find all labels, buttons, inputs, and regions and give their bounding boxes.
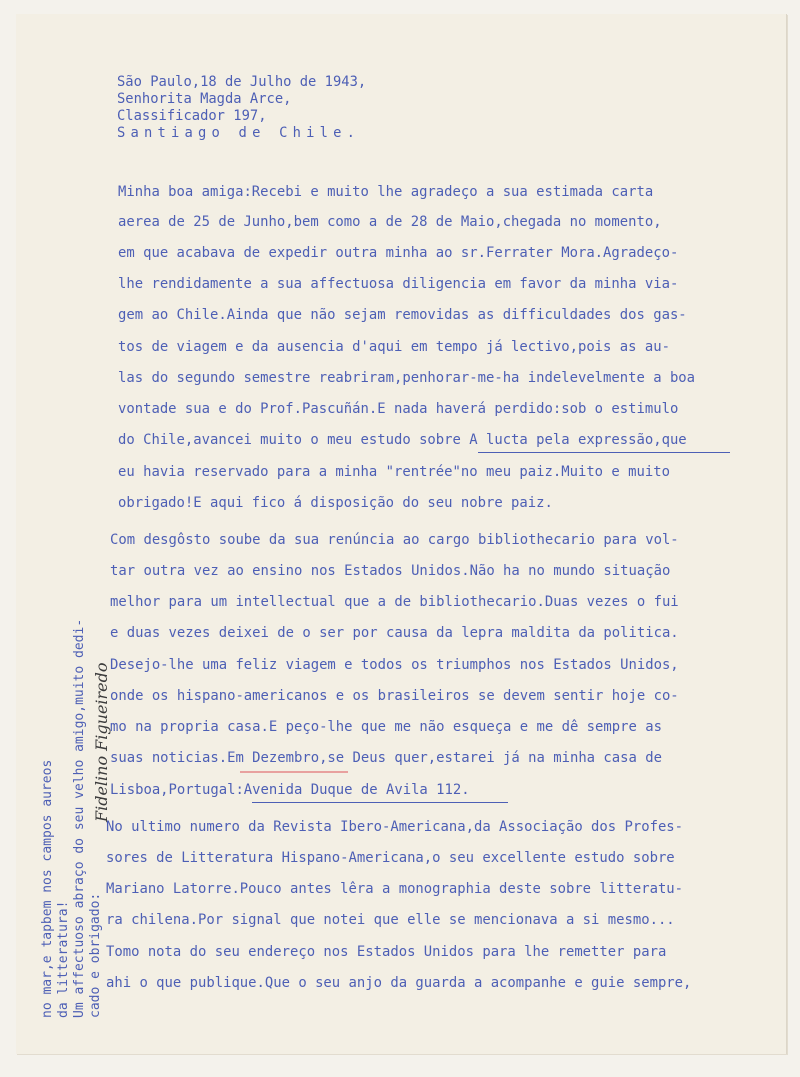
- body-line: sores de Litteratura Hispano-Americana,o seu excellente estudo sobre: [106, 850, 675, 866]
- body-line: mo na propria casa.E peço-lhe que me não esqueça e me dê sempre as: [110, 719, 662, 735]
- body-line: No ultimo numero da Revista Ibero-Americana,da Associação dos Profes-: [106, 819, 684, 835]
- header-date-line: São Paulo,18 de Julho de 1943,: [117, 74, 367, 90]
- red-pencil-underline: [240, 771, 348, 773]
- body-line: vontade sua e do Prof.Pascuñán.E nada haverá perdido:sob o estimulo: [118, 401, 679, 417]
- body-line: Desejo-lhe uma feliz viagem e todos os triumphos nos Estados Unidos,: [110, 657, 679, 673]
- body-line: do Chile,avancei muito o meu estudo sobre A lucta pela expressão,que: [118, 432, 687, 448]
- body-line: melhor para um intellectual que a de bibliothecario.Duas vezes o fui: [110, 594, 679, 610]
- handwritten-signature: Fidelino Figueiredo: [92, 662, 111, 822]
- body-line: em que acabava de expedir outra minha ao sr.Ferrater Mora.Agradeço-: [118, 245, 679, 261]
- margin-note-line: Um affectuoso abraço do seu velho amigo,muito dedi-: [72, 618, 87, 1018]
- body-line: gem ao Chile.Ainda que não sejam removidas as difficuldades dos gas-: [118, 307, 687, 323]
- body-line: onde os hispano-americanos e os brasileiros se devem sentir hoje co-: [110, 688, 679, 704]
- header-recipient-line: Senhorita Magda Arce,: [117, 91, 292, 107]
- body-line: Minha boa amiga:Recebi e muito lhe agradeço a sua estimada carta: [118, 184, 654, 200]
- body-line: aerea de 25 de Junho,bem como a de 28 de Maio,chegada no momento,: [118, 214, 662, 230]
- margin-note-line: cado e obrigado:: [88, 892, 103, 1018]
- body-line: lhe rendidamente a sua affectuosa diligencia em favor da minha via-: [118, 276, 679, 292]
- body-line: Mariano Latorre.Pouco antes lêra a monographia deste sobre litteratu-: [106, 881, 684, 897]
- body-line: Tomo nota do seu endereço nos Estados Unidos para lhe remetter para: [106, 944, 667, 960]
- body-line: ra chilena.Por signal que notei que elle se mencionava a si mesmo...: [106, 912, 675, 928]
- body-line: ahi o que publique.Que o seu anjo da guarda a acompanhe e guie sempre,: [106, 975, 692, 991]
- header-city-line: Santiago de Chile.: [117, 125, 361, 141]
- underline-title: [478, 452, 730, 453]
- body-line: tos de viagem e da ausencia d'aqui em tempo já lectivo,pois as au-: [118, 339, 670, 355]
- body-line: las do segundo semestre reabriram,penhorar-me-ha indelevelmente a boa: [118, 370, 696, 386]
- underline-address: [252, 802, 508, 803]
- header-address-line: Classificador 197,: [117, 108, 267, 124]
- margin-note-line: da litteratura!: [56, 900, 71, 1018]
- body-line: eu havia reservado para a minha "rentrée"no meu paiz.Muito e muito: [118, 464, 670, 480]
- body-line: obrigado!E aqui fico á disposição do seu nobre paiz.: [118, 495, 553, 511]
- margin-note-line: no mar,e tapbem nos campos aureos: [40, 759, 55, 1018]
- body-line: suas noticias.Em Dezembro,se Deus quer,estarei já na minha casa de: [110, 750, 662, 766]
- body-line: tar outra vez ao ensino nos Estados Unidos.Não ha no mundo situação: [110, 563, 671, 579]
- body-line: Com desgôsto soube da sua renúncia ao cargo bibliothecario para vol-: [110, 532, 679, 548]
- body-line: Lisboa,Portugal:Avenida Duque de Avila 112.: [110, 782, 470, 798]
- body-line: e duas vezes deixei de o ser por causa da lepra maldita da politica.: [110, 625, 679, 641]
